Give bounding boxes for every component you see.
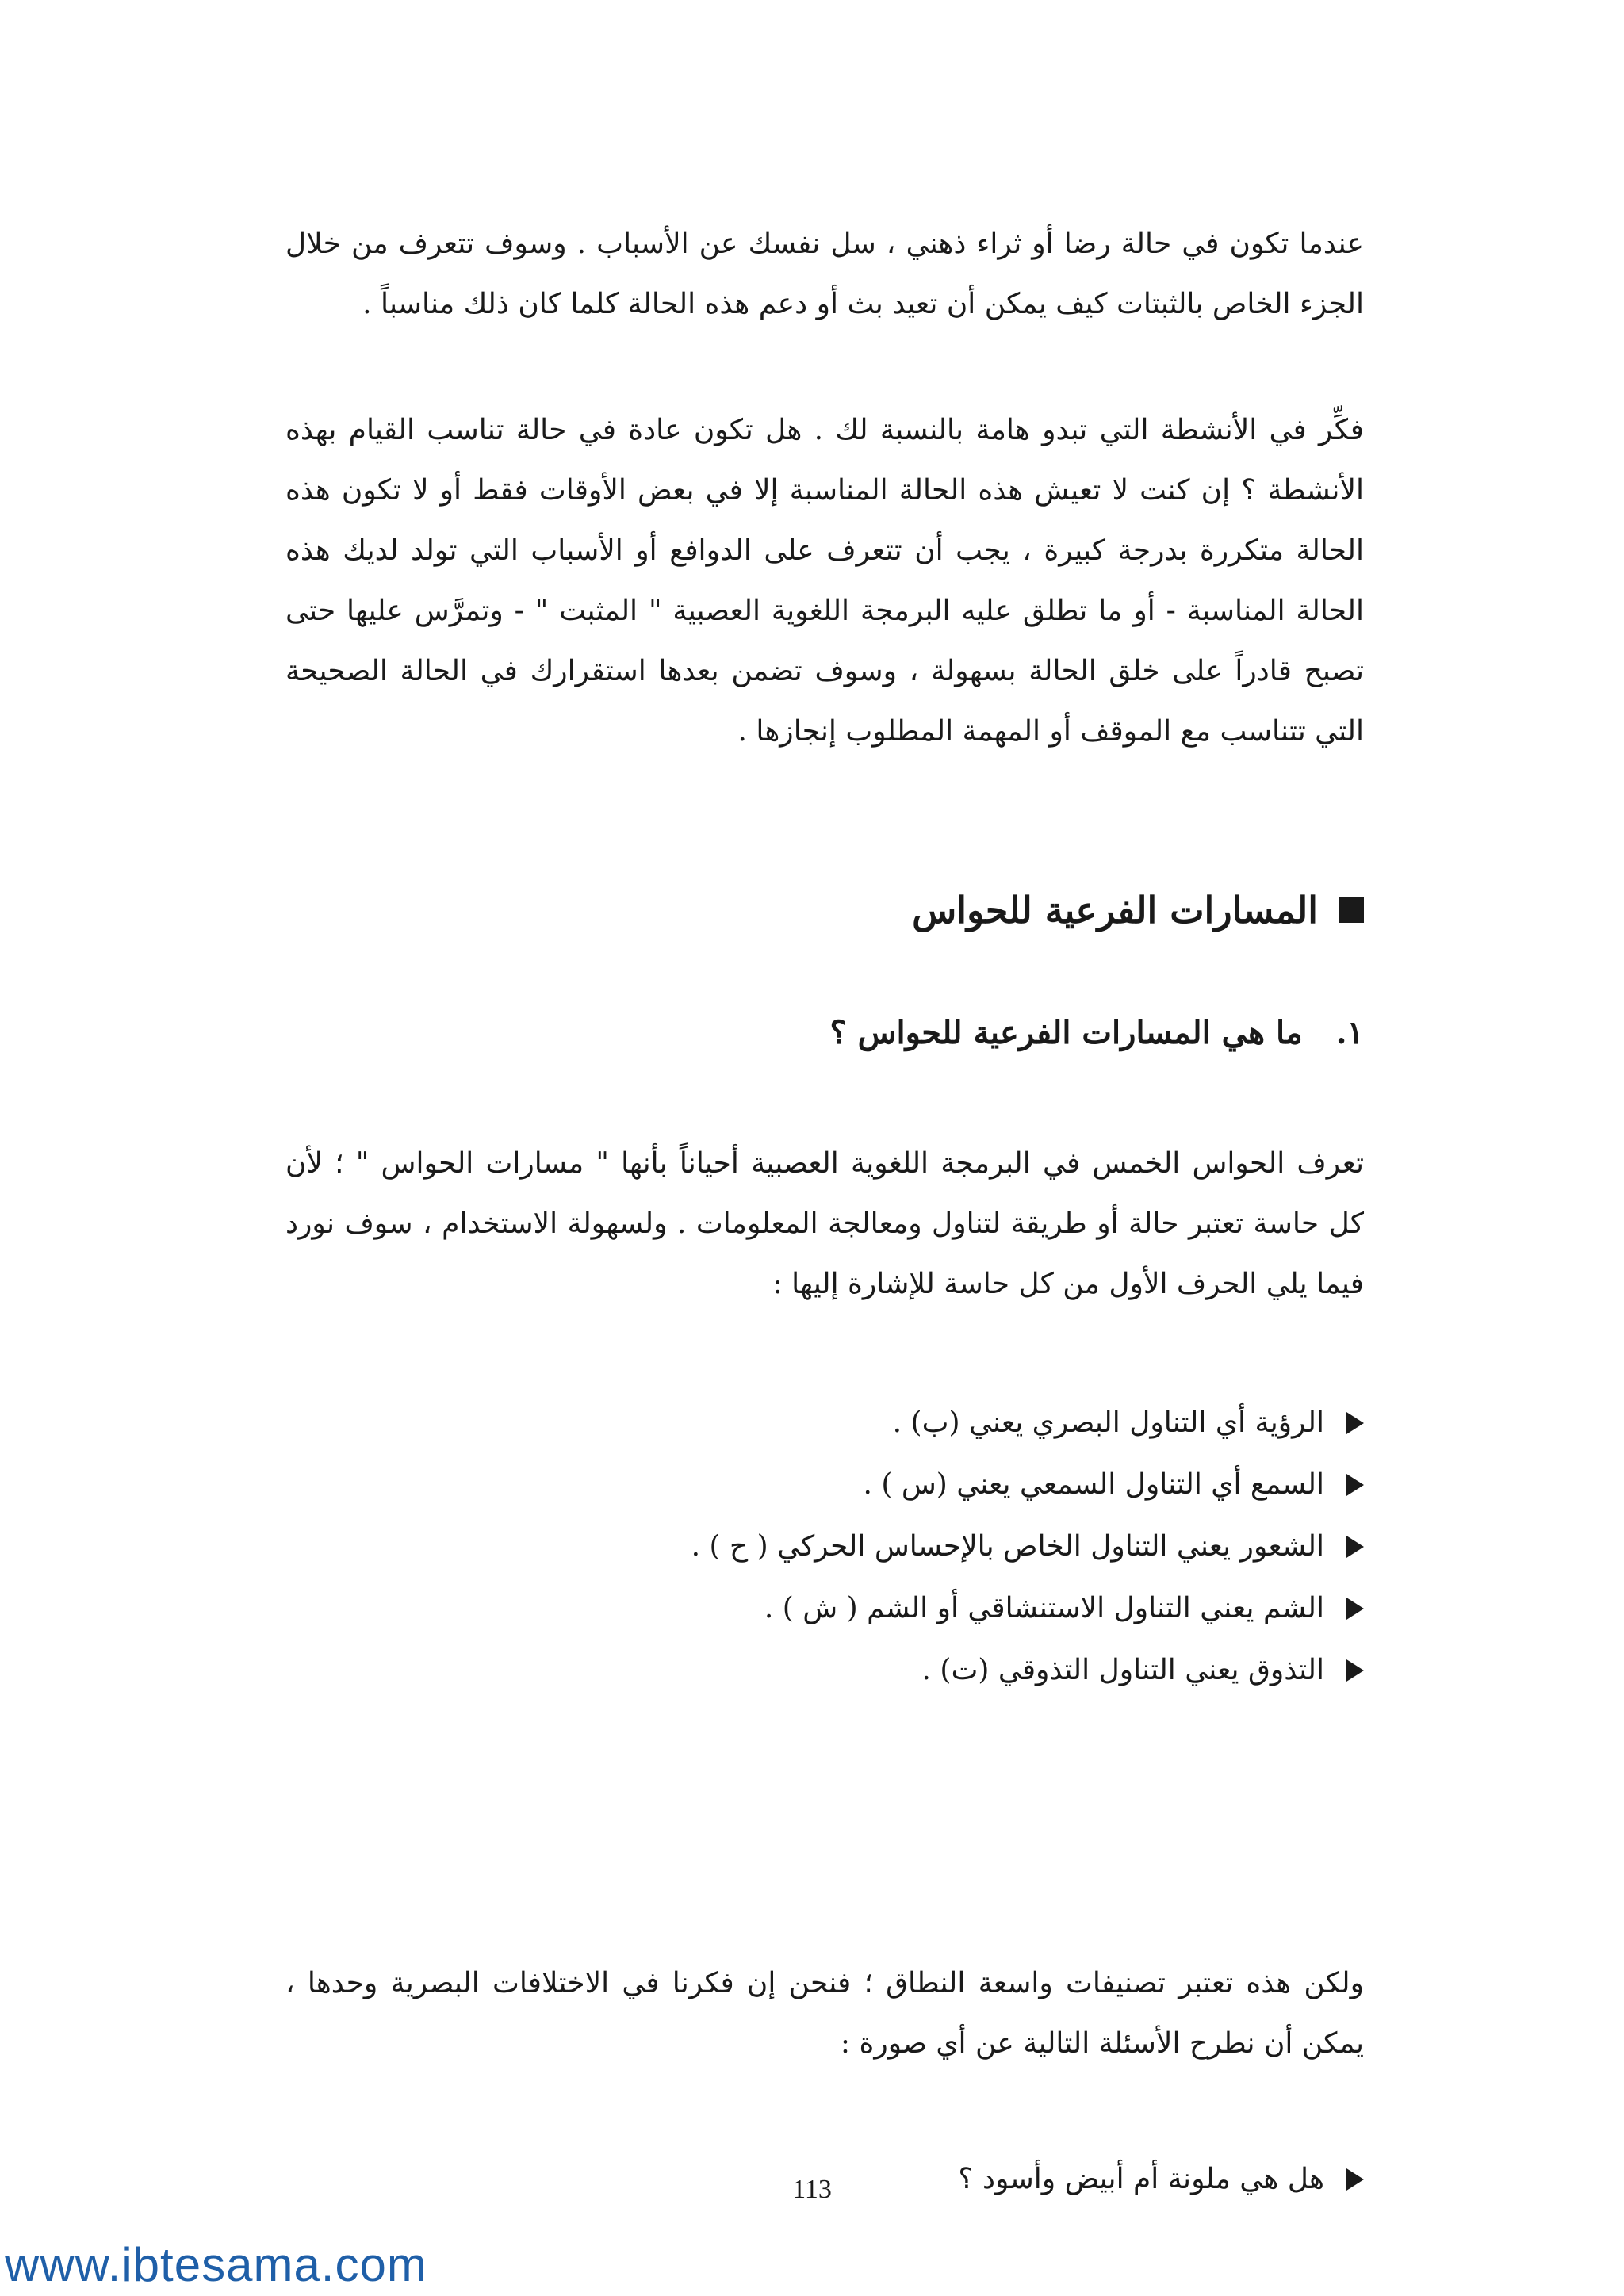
list-item xyxy=(285,1392,1364,1454)
page-number: 113 xyxy=(792,2175,832,2204)
triangle-bullet-icon xyxy=(1346,1598,1364,1620)
list-item-text: السمع أي التناول السمعي يعني (س ) . xyxy=(863,1468,1324,1501)
subheading xyxy=(285,1005,1364,1061)
subheading-text: ما هي المسارات الفرعية للحواس ؟ xyxy=(829,1014,1303,1051)
subheading-number: ١. xyxy=(1335,1014,1364,1051)
paragraph-activities: فكِّر في الأنشطة التي تبدو هامة بالنسبة لك . هل تكون عادة في حالة تناسب القيام بهذه الأنشطة ؟ إن كنت لا تعيش هذه الحالة المناسبة إلا في بعض الأوقات فقط أو لا تكون هذه الحالة متكررة بدرجة كبيرة ، يجب أن تتعرف على الدوافع أو الأسباب التي تولد لديك هذه الحالة المناسبة - أو ما تطلق عليه البرمجة اللغوية العصبية " المثبت " - وتمرَّس عليها حتى تصبح قادراً على خلق الحالة بسهولة ، وسوف تضمن بعدها استقرارك في الحالة الصحيحة التي تتناسب مع الموقف أو المهمة المطلوب إنجازها . xyxy=(285,414,1364,748)
section-heading xyxy=(285,878,1364,942)
square-bullet-icon xyxy=(1339,897,1364,923)
list-item-text: هل هي ملونة أم أبيض وأسود ؟ xyxy=(958,2163,1324,2195)
senses-list xyxy=(285,1392,1364,1701)
paragraph-state-reasons: عندما تكون في حالة رضا أو ثراء ذهني ، سل نفسك عن الأسباب . وسوف تتعرف من خلال الجزء الخاص بالثبتات كيف يمكن أن تعيد بث أو دعم هذه الحالة كلما كان ذلك مناسباً . xyxy=(285,228,1364,320)
paragraph-five-senses: تعرف الحواس الخمس في البرمجة اللغوية العصبية أحياناً بأنها " مسارات الحواس " ؛ لأن كل حاسة تعتبر حالة أو طريقة لتناول ومعالجة المعلومات . ولسهولة الاستخدام ، سوف نورد فيما يلي الحرف الأول من كل حاسة للإشارة إليها : xyxy=(285,1147,1364,1300)
triangle-bullet-icon xyxy=(1346,1474,1364,1496)
site-watermark: www.ibtesama.com xyxy=(5,2238,427,2291)
list-item-text: الشعور يعني التناول الخاص بالإحساس الحركي ( ح ) . xyxy=(691,1530,1324,1563)
list-item-text: التذوق يعني التناول التذوقي (ت) . xyxy=(921,1654,1324,1686)
list-item xyxy=(285,1640,1364,1701)
triangle-bullet-icon xyxy=(1346,1412,1364,1434)
triangle-bullet-icon xyxy=(1346,1659,1364,1682)
paragraph-visual-differences: ولكن هذه تعتبر تصنيفات واسعة النطاق ؛ فنحن إن فكرنا في الاختلافات البصرية وحدها ، يمكن أن نطرح الأسئلة التالية عن أي صورة : xyxy=(285,1967,1364,2060)
list-item-text: الشم يعني التناول الاستنشاقي أو الشم ( ش ) . xyxy=(764,1592,1324,1624)
list-item xyxy=(285,1454,1364,1516)
section-heading-text: المسارات الفرعية للحواس xyxy=(912,889,1318,932)
list-item xyxy=(285,1578,1364,1640)
list-item-text: الرؤية أي التناول البصري يعني (ب) . xyxy=(892,1406,1324,1439)
triangle-bullet-icon xyxy=(1346,1536,1364,1558)
list-item xyxy=(285,1516,1364,1578)
